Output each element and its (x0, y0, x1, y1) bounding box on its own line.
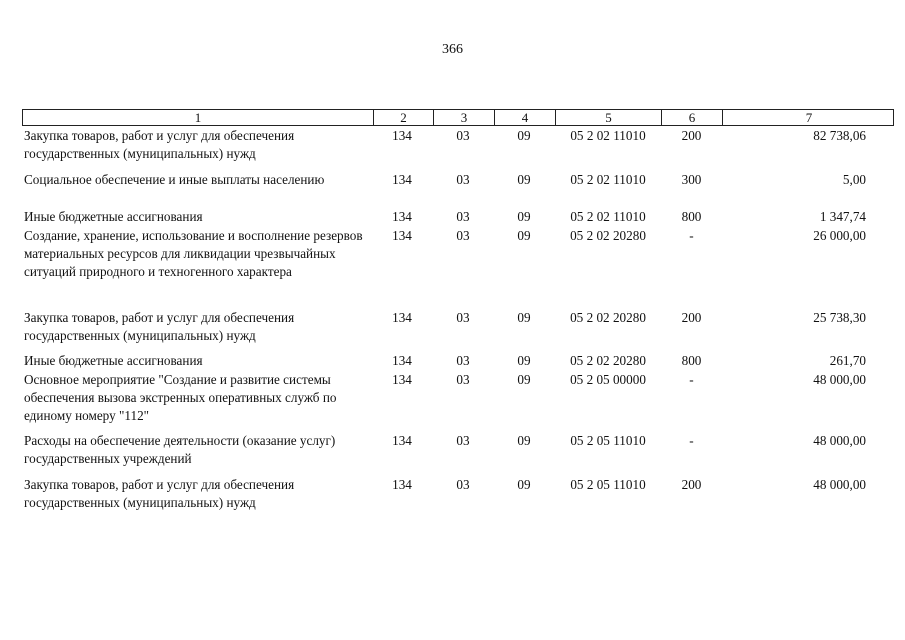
row-ministry: 134 (392, 433, 412, 448)
row-ministry: 134 (392, 228, 412, 243)
row-section: 03 (456, 353, 470, 368)
row-sum: 25 738,30 (813, 310, 866, 325)
row-expense-type: - (689, 228, 694, 243)
row-ministry: 134 (392, 209, 412, 224)
column-header: 2 (373, 110, 433, 125)
row-section: 03 (456, 209, 470, 224)
column-header: 3 (433, 110, 494, 125)
row-subsection: 09 (517, 128, 531, 143)
row-sum: 1 347,74 (819, 209, 866, 224)
row-subsection: 09 (517, 433, 531, 448)
row-expense-type: 200 (681, 128, 702, 143)
row-expense-type: 800 (681, 209, 702, 224)
row-name: Социальное обеспечение и иные выплаты населению (24, 172, 325, 187)
row-ministry: 134 (392, 172, 412, 187)
row-target-code: 05 2 02 20280 (570, 353, 646, 368)
row-target-code: 05 2 02 11010 (570, 172, 646, 187)
row-target-code: 05 2 05 11010 (570, 477, 646, 492)
row-name: Закупка товаров, работ и услуг для обеспечения государственных (муниципальных) нужд (24, 310, 295, 343)
row-sum: 5,00 (842, 172, 866, 187)
row-name: Основное мероприятие "Создание и развитие системы обеспечения вызова экстренных оперативных служб по единому номеру "112" (24, 372, 337, 423)
column-header: 5 (555, 110, 661, 125)
row-section: 03 (456, 477, 470, 492)
page-number: 366 (442, 42, 463, 57)
row-expense-type: 200 (681, 477, 702, 492)
row-section: 03 (456, 433, 470, 448)
row-subsection: 09 (517, 228, 531, 243)
row-sum: 48 000,00 (813, 372, 866, 387)
row-sum: 82 738,06 (813, 128, 866, 143)
table-header-row (22, 109, 894, 126)
row-target-code: 05 2 02 20280 (570, 228, 646, 243)
row-target-code: 05 2 02 20280 (570, 310, 646, 325)
column-header: 7 (722, 110, 895, 125)
row-section: 03 (456, 372, 470, 387)
row-expense-type: - (689, 372, 694, 387)
row-section: 03 (456, 172, 470, 187)
row-subsection: 09 (517, 310, 531, 325)
row-subsection: 09 (517, 209, 531, 224)
row-target-code: 05 2 02 11010 (570, 128, 646, 143)
row-name: Иные бюджетные ассигнования (24, 353, 203, 368)
budget-table (22, 109, 894, 510)
row-sum: 26 000,00 (813, 228, 866, 243)
row-expense-type: 300 (681, 172, 702, 187)
row-name: Расходы на обеспечение деятельности (оказание услуг) государственных учреждений (24, 433, 336, 466)
row-expense-type: 200 (681, 310, 702, 325)
row-name: Создание, хранение, использование и восполнение резервов материальных ресурсов для ликвидации чрезвычайных ситуаций природного и техногенного характера (24, 228, 363, 279)
row-subsection: 09 (517, 172, 531, 187)
column-header: 6 (661, 110, 722, 125)
row-name: Закупка товаров, работ и услуг для обеспечения государственных (муниципальных) нужд (24, 128, 295, 161)
row-section: 03 (456, 228, 470, 243)
row-ministry: 134 (392, 353, 412, 368)
row-ministry: 134 (392, 477, 412, 492)
row-subsection: 09 (517, 353, 531, 368)
row-subsection: 09 (517, 372, 531, 387)
row-name: Иные бюджетные ассигнования (24, 209, 203, 224)
row-sum: 48 000,00 (813, 433, 866, 448)
row-expense-type: - (689, 433, 694, 448)
column-header: 1 (194, 110, 202, 125)
row-section: 03 (456, 128, 470, 143)
row-ministry: 134 (392, 128, 412, 143)
row-subsection: 09 (517, 477, 531, 492)
column-header: 4 (494, 110, 555, 125)
row-sum: 48 000,00 (813, 477, 866, 492)
row-target-code: 05 2 05 11010 (570, 433, 646, 448)
row-sum: 261,70 (829, 353, 866, 368)
row-target-code: 05 2 02 11010 (570, 209, 646, 224)
row-section: 03 (456, 310, 470, 325)
row-ministry: 134 (392, 372, 412, 387)
row-name: Закупка товаров, работ и услуг для обеспечения государственных (муниципальных) нужд (24, 477, 295, 510)
row-expense-type: 800 (681, 353, 702, 368)
row-ministry: 134 (392, 310, 412, 325)
row-target-code: 05 2 05 00000 (570, 372, 646, 387)
